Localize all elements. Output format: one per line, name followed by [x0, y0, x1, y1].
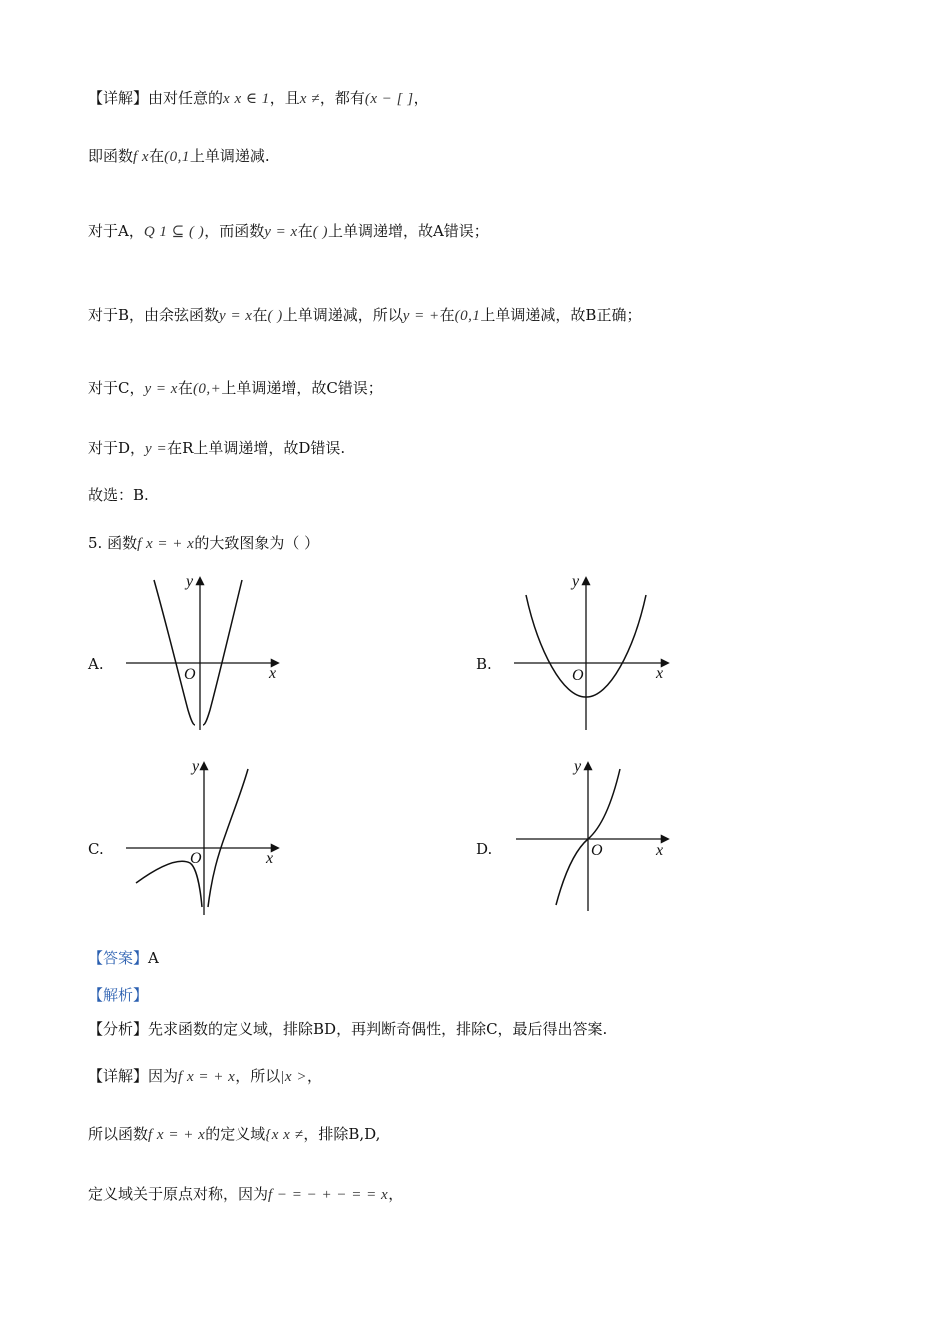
- math-expr: x ≠: [299, 91, 320, 107]
- text: ，: [388, 1185, 404, 1203]
- text: ，都有: [319, 89, 365, 107]
- y-label: y: [572, 573, 580, 590]
- analysis-tag: 【解析】: [88, 986, 149, 1004]
- detail-q5-line-2: [88, 1123, 380, 1146]
- answer-line: [88, 947, 159, 969]
- x-label: x: [269, 665, 277, 682]
- x-label: x: [656, 665, 664, 682]
- option-c-graph: [118, 755, 288, 920]
- choice-line: [88, 484, 149, 506]
- origin-label: O: [184, 666, 196, 683]
- text: ，而函数: [204, 222, 265, 240]
- x-label: x: [266, 850, 274, 867]
- math-expr: (0,+: [192, 381, 222, 397]
- option-d-graph: [508, 755, 678, 920]
- text: 在: [297, 222, 313, 240]
- text: 由对任意的: [148, 89, 224, 107]
- answer-value: A: [148, 949, 159, 967]
- analysis-summary-tag: 【分析】: [88, 1020, 149, 1038]
- math-expr: (0,1: [454, 308, 481, 324]
- text: ，且: [269, 89, 300, 107]
- math-expr: (x − [ ]: [364, 91, 414, 107]
- text: 对于A，: [88, 222, 144, 240]
- option-a-label: A.: [88, 655, 104, 673]
- text: 5. 函数: [88, 534, 138, 552]
- text: 上单调递增，故A错误；: [327, 222, 489, 240]
- y-label: y: [574, 758, 582, 775]
- text: 即函数: [88, 147, 134, 165]
- answer-tag: 【答案】: [88, 949, 149, 967]
- y-label: y: [186, 573, 194, 590]
- detail-tag: 【详解】: [88, 1067, 149, 1085]
- text: 的大致图象为（ ）: [194, 534, 320, 552]
- question-5: [88, 532, 319, 555]
- option-b-graph: [508, 570, 678, 735]
- option-b-label: B.: [476, 655, 492, 673]
- curve-left: [136, 861, 202, 907]
- math-expr: f x = + x: [148, 1127, 206, 1143]
- option-c-analysis: [88, 377, 383, 400]
- x-label: x: [656, 842, 664, 859]
- math-expr: y =: [145, 441, 168, 457]
- text: 定义域关于原点对称，因为: [88, 1185, 269, 1203]
- detail-tag: 【详解】: [88, 89, 149, 107]
- detail-line-1: [88, 87, 429, 110]
- math-expr: y = x: [144, 381, 178, 397]
- text: ，: [413, 89, 429, 107]
- analysis-summary: [88, 1018, 607, 1040]
- origin-label: O: [572, 667, 584, 684]
- text: 上单调递减.: [189, 147, 270, 165]
- text: ，: [306, 1067, 322, 1085]
- option-a-graph: [118, 570, 288, 735]
- text: 在: [439, 306, 455, 324]
- text: 对于D，: [88, 439, 146, 457]
- math-expr: |x >: [280, 1069, 307, 1085]
- detail-q5-line-1: [88, 1065, 322, 1088]
- math-expr: ( ): [267, 308, 283, 324]
- option-c-label: C.: [88, 840, 104, 858]
- option-d-label: D.: [476, 840, 493, 858]
- option-b-analysis: [88, 304, 641, 327]
- detail-line-2: [88, 145, 270, 168]
- math-expr: y = +: [402, 308, 440, 324]
- analysis-header: [88, 984, 148, 1006]
- math-expr: {x x ≠: [265, 1127, 304, 1143]
- text: 在R上单调递增，故D错误.: [167, 439, 346, 457]
- text: 所以函数: [88, 1125, 149, 1143]
- option-d-analysis: [88, 437, 345, 460]
- curve-right: [208, 769, 248, 907]
- text: 故选：B.: [88, 486, 149, 504]
- math-expr: y = x: [264, 224, 298, 240]
- text: 上单调递减，故B正确；: [480, 306, 642, 324]
- curve-right: [203, 580, 242, 725]
- text: 在: [252, 306, 268, 324]
- text: 因为: [148, 1067, 179, 1085]
- math-expr: (0,1: [164, 149, 190, 165]
- math-expr: f x: [133, 149, 150, 165]
- text: ，排除B,D,: [303, 1125, 381, 1143]
- text: ，所以: [235, 1067, 281, 1085]
- text: 先求函数的定义域，排除BD，再判断奇偶性，排除C，最后得出答案.: [148, 1020, 608, 1038]
- text: 在: [149, 147, 165, 165]
- origin-label: O: [190, 850, 202, 867]
- text: 在: [177, 379, 193, 397]
- text: 对于B，由余弦函数: [88, 306, 220, 324]
- math-expr: Q 1 ⊆ ( ): [143, 224, 205, 240]
- text: 的定义域: [205, 1125, 266, 1143]
- math-expr: f x = + x: [178, 1069, 236, 1085]
- detail-q5-line-3: [88, 1183, 403, 1206]
- option-a-analysis: [88, 220, 489, 243]
- curve-left: [154, 580, 195, 725]
- math-expr: f − = − + − = = x: [268, 1187, 389, 1203]
- math-expr: x x ∈ 1: [223, 91, 270, 107]
- math-expr: ( ): [312, 224, 328, 240]
- text: 上单调递增，故C错误；: [221, 379, 383, 397]
- math-expr: y = x: [219, 308, 253, 324]
- y-label: y: [192, 758, 200, 775]
- text: 对于C，: [88, 379, 145, 397]
- origin-label: O: [591, 842, 603, 859]
- math-expr: f x = + x: [137, 536, 195, 552]
- text: 上单调递减，所以: [282, 306, 403, 324]
